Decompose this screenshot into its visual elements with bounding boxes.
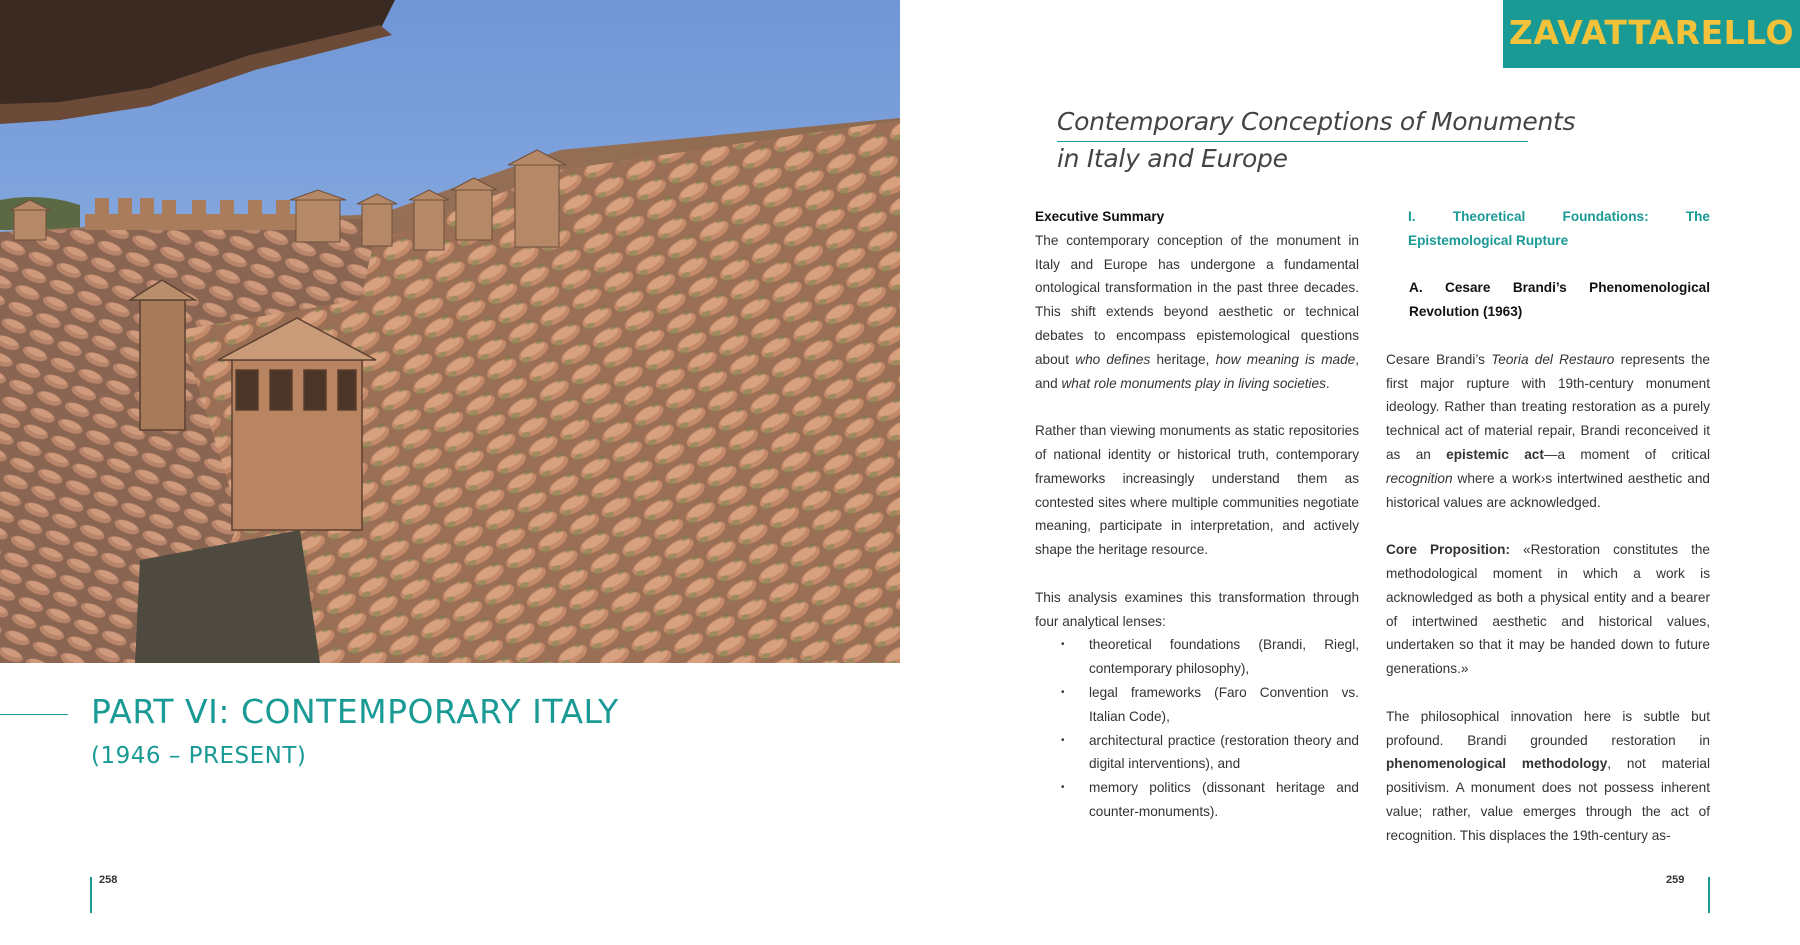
text-run: —a moment of critical	[1543, 446, 1710, 462]
part-rule	[0, 714, 68, 715]
text-run: .	[1325, 375, 1330, 391]
subsection-heading: A. Cesare Brandi’s Phenomenological Revolution (1963)	[1409, 280, 1710, 320]
emphasis: who defines	[1075, 351, 1151, 367]
chapter-title-rule	[1057, 141, 1528, 142]
list-item: • legal frameworks (Faro Convention vs. Italian Code),	[1035, 681, 1359, 729]
list-item: • theoretical foundations (Brandi, Riegl, contemporary philosophy),	[1035, 633, 1359, 681]
chapter-title-line1: Contemporary Conceptions of Monuments	[1057, 107, 1576, 136]
part-title: PART VI: CONTEMPORARY ITALY	[91, 692, 619, 731]
emphasis: what role monuments play in living societies	[1061, 375, 1326, 391]
folio-bar-right	[1708, 877, 1710, 913]
summary-paragraph-3: This analysis examines this transformation through four analytical lenses:	[1035, 589, 1359, 629]
strong-text: epistemic act	[1446, 446, 1544, 462]
text-column-left	[1035, 205, 1359, 824]
author-tab	[1503, 0, 1800, 68]
text-run: «Restoration constitutes the methodological moment in which a work is acknowledged as both a physical entity and a bearer of intertwined aesthetic and historical values, undertaken so that it may be handed down to future generations.»	[1386, 542, 1710, 677]
text-run: where a work›s intertwined aesthetic and historical values are acknowledged.	[1386, 470, 1710, 510]
part-subtitle: (1946 – PRESENT)	[91, 743, 307, 769]
section-heading: I. Theoretical Foundations: The Epistemological Rupture	[1408, 209, 1710, 248]
text-run: , and	[1035, 351, 1359, 391]
folio-bar-left	[90, 877, 92, 913]
text-run: heritage,	[1150, 351, 1216, 367]
emphasis: recognition	[1386, 470, 1453, 486]
text-column-right	[1386, 205, 1710, 848]
list-item: • architectural practice (restoration theory and digital interventions), and	[1035, 729, 1359, 777]
core-proposition	[1386, 538, 1710, 681]
text-run: represents the first major rupture with 19th-century monument ideology. Rather than treating restoration as a purely technical act of material repair, Brandi reconceived it as an	[1386, 351, 1710, 462]
strong-text: phenomenological methodology	[1386, 756, 1608, 772]
text-run: Cesare Brandi’s	[1386, 351, 1492, 367]
brandi-paragraph	[1386, 348, 1710, 515]
page-number-right: 259	[1666, 874, 1685, 886]
text-run: , not material positivism. A monument does not possess inherent value; rather, value emerges through the act of recognition. This displaces the 19th-century as-	[1386, 756, 1711, 843]
philosophy-paragraph	[1386, 705, 1710, 848]
summary-paragraph-2: Rather than viewing monuments as static repositories of national identity or historical truth, contemporary frameworks increasingly understand them as contested sites where multiple communities negotiate meaning, participate in interpretation, and actively shape the heritage resource.	[1035, 423, 1359, 558]
emphasis: how meaning is made	[1215, 351, 1356, 367]
text-run: The philosophical innovation here is subtle but profound. Brandi grounded restoration in	[1386, 708, 1710, 748]
executive-summary-heading: Executive Summary	[1035, 209, 1165, 224]
rooftop-photo	[0, 0, 900, 663]
list-item: • memory politics (dissonant heritage and counter-monuments).	[1035, 776, 1359, 824]
author-name: ZAVATTARELLO	[1508, 13, 1795, 52]
page-number-left: 258	[99, 874, 118, 886]
text-run: The contemporary conception of the monument in Italy and Europe has undergone a fundamental ontological transformation in the past three decades. This shift extends beyond aesthetic or technical debates to encompass epistemological questions about	[1035, 232, 1359, 367]
summary-paragraph-1	[1035, 229, 1359, 396]
chapter-title-line2: in Italy and Europe	[1057, 144, 1288, 173]
analytical-lenses-list	[1035, 633, 1359, 823]
chapter-title	[1057, 103, 1575, 177]
core-proposition-label: Core Proposition:	[1386, 542, 1511, 558]
emphasis: Teoria del Restauro	[1491, 351, 1615, 367]
